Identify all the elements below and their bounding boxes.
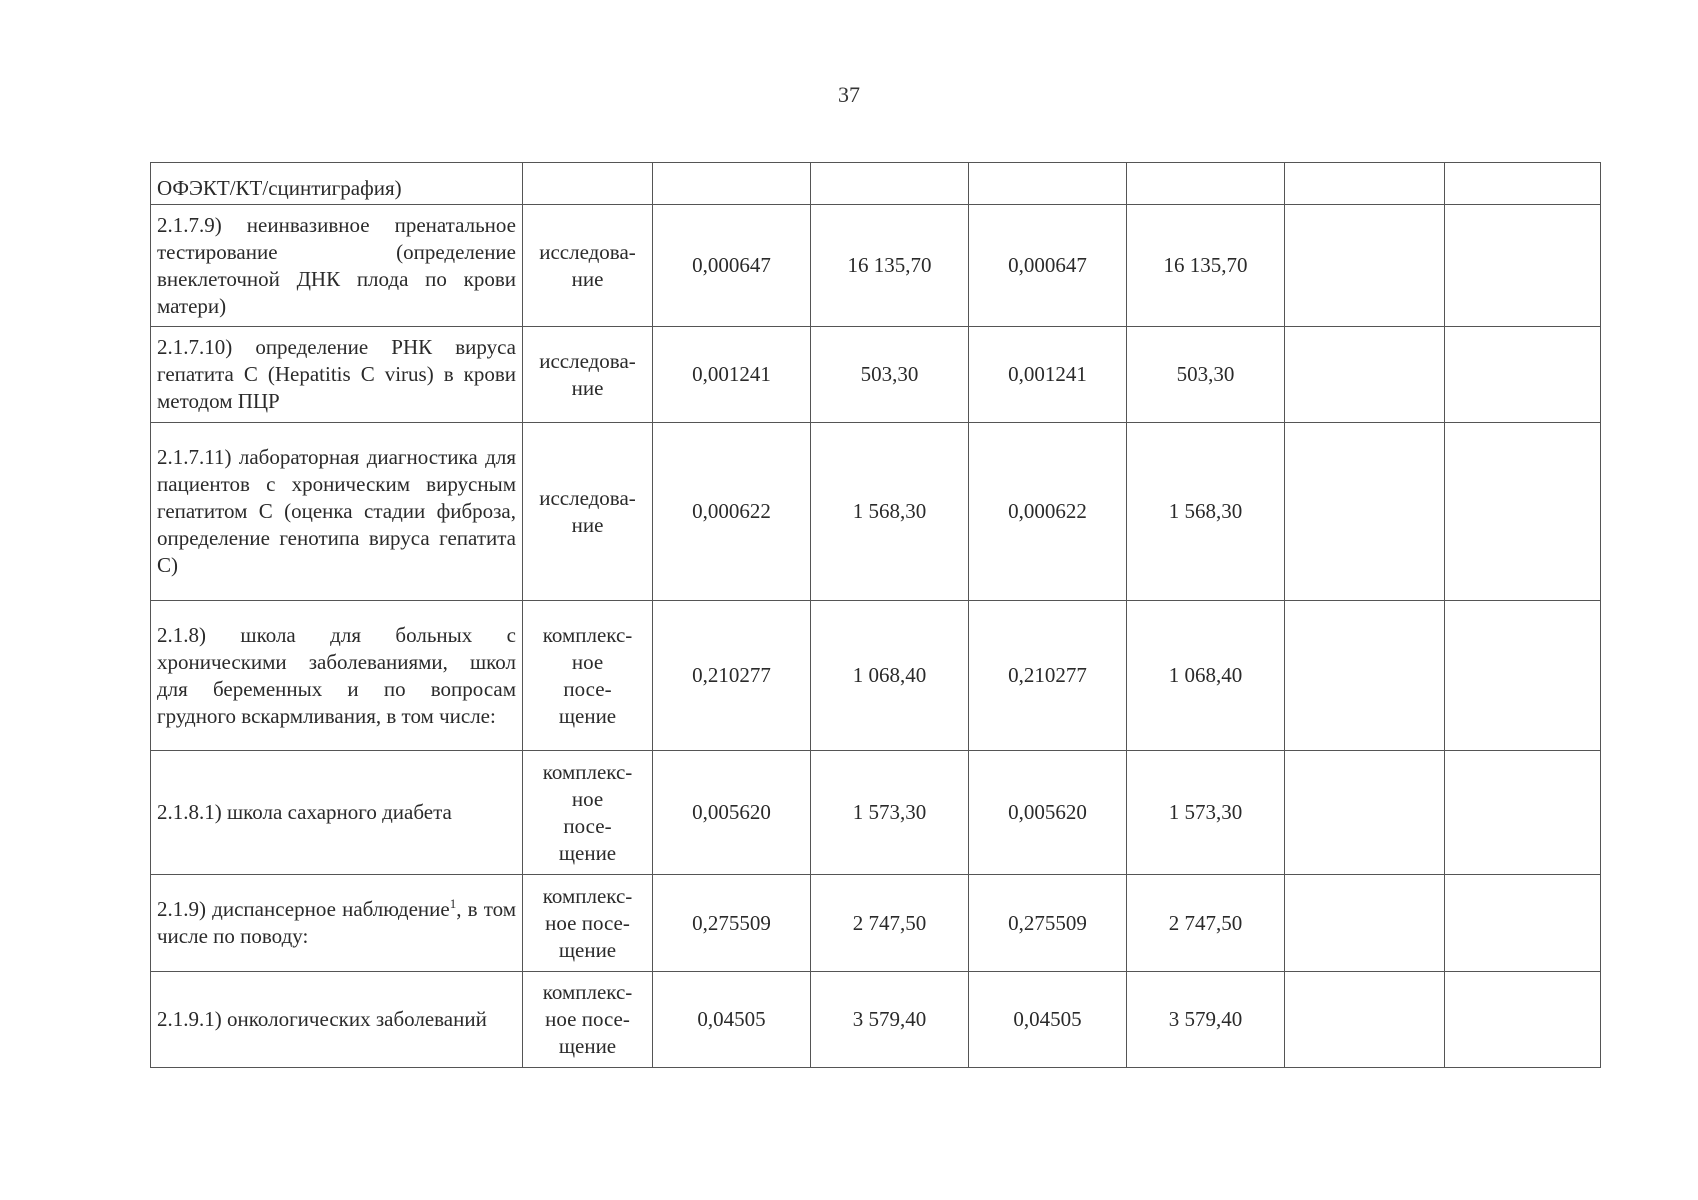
row-unit [523, 972, 653, 1068]
footnote-mark: 1 [449, 896, 457, 911]
row-empty-cell-1 [1285, 601, 1445, 751]
row-value-4: 1 568,30 [1127, 423, 1285, 601]
row-value-1 [653, 163, 811, 205]
row-value-2 [811, 163, 969, 205]
row-unit [523, 875, 653, 972]
unit-line: щение [558, 703, 617, 728]
row-value-2: 2 747,50 [811, 875, 969, 972]
row-value-4 [1127, 163, 1285, 205]
row-value-1: 0,04505 [653, 972, 811, 1068]
row-empty-cell-1 [1285, 751, 1445, 875]
description-text-continued: , в том числе по поводу: [157, 897, 516, 948]
rates-table [150, 162, 1601, 1068]
row-empty-cell-2 [1445, 423, 1601, 601]
unit-line: комплекс- [542, 883, 633, 908]
row-value-3: 0,005620 [969, 751, 1127, 875]
unit-line: комплекс- [542, 980, 633, 1004]
unit-line: ное посе- [545, 910, 630, 935]
unit-line: ное [571, 649, 604, 674]
page-number: 37 [838, 82, 860, 107]
unit-line: посе- [563, 676, 612, 701]
unit-line: комплекс- [542, 759, 633, 784]
row-unit [523, 163, 653, 205]
row-value-1: 0,005620 [653, 751, 811, 875]
row-value-3: 0,000647 [969, 205, 1127, 327]
unit-line: комплекс- [542, 622, 633, 647]
row-empty-cell-2 [1445, 972, 1601, 1068]
row-value-2: 1 573,30 [811, 751, 969, 875]
unit-line: ние [571, 512, 604, 537]
row-description: 2.1.7.10) определение РНК вируса гепатита С (Hepatitis C virus) в крови методом ПЦР [151, 327, 523, 423]
unit-line: ние [571, 375, 604, 400]
table-row [151, 601, 1601, 751]
row-value-3: 0,210277 [969, 601, 1127, 751]
row-value-1: 0,210277 [653, 601, 811, 751]
unit-line: ное посе- [545, 1007, 630, 1031]
row-empty-cell-1 [1285, 875, 1445, 972]
description-text: 2.1.9) диспансерное наблюдение [157, 897, 450, 921]
unit-line: посе- [563, 813, 612, 838]
row-value-3: 0,000622 [969, 423, 1127, 601]
row-unit [523, 423, 653, 601]
row-empty-cell-1 [1285, 423, 1445, 601]
table-row [151, 327, 1601, 423]
row-value-1: 0,000622 [653, 423, 811, 601]
row-value-3: 0,275509 [969, 875, 1127, 972]
row-unit [523, 751, 653, 875]
unit-line: щение [558, 937, 617, 962]
row-empty-cell-2 [1445, 601, 1601, 751]
row-empty-cell-1 [1285, 327, 1445, 423]
row-empty-cell-1 [1285, 205, 1445, 327]
row-value-2: 3 579,40 [811, 972, 969, 1068]
row-value-4: 2 747,50 [1127, 875, 1285, 972]
row-empty-cell-2 [1445, 163, 1601, 205]
unit-line: исследова- [539, 348, 636, 373]
row-description [151, 875, 523, 972]
row-empty-cell-2 [1445, 327, 1601, 423]
row-empty-cell-2 [1445, 751, 1601, 875]
row-description: 2.1.8.1) школа сахарного диабета [151, 751, 523, 875]
row-empty-cell-1 [1285, 163, 1445, 205]
row-empty-cell-2 [1445, 205, 1601, 327]
table-row [151, 423, 1601, 601]
row-description: 2.1.8) школа для больных с хроническими заболеваниями, школ для беременных и по вопросам грудного вскармливания, в том числе: [151, 601, 523, 751]
row-value-1: 0,275509 [653, 875, 811, 972]
row-value-4: 16 135,70 [1127, 205, 1285, 327]
row-value-2: 16 135,70 [811, 205, 969, 327]
row-value-4: 3 579,40 [1127, 972, 1285, 1068]
row-value-3 [969, 163, 1127, 205]
row-value-3: 0,04505 [969, 972, 1127, 1068]
unit-line: щение [558, 840, 617, 865]
table-row [151, 205, 1601, 327]
row-value-3: 0,001241 [969, 327, 1127, 423]
row-value-2: 503,30 [811, 327, 969, 423]
row-unit [523, 327, 653, 423]
row-value-4: 1 573,30 [1127, 751, 1285, 875]
table-row [151, 875, 1601, 972]
unit-line: ное [571, 786, 604, 811]
table-row [151, 972, 1601, 1068]
row-value-4: 1 068,40 [1127, 601, 1285, 751]
row-description: ОФЭКТ/КТ/сцинтиграфия) [151, 163, 523, 205]
table-row [151, 163, 1601, 205]
row-value-2: 1 568,30 [811, 423, 969, 601]
row-empty-cell-2 [1445, 875, 1601, 972]
row-empty-cell-1 [1285, 972, 1445, 1068]
row-value-1: 0,001241 [653, 327, 811, 423]
row-description: 2.1.9.1) онкологических заболеваний [151, 972, 523, 1068]
unit-line: исследова- [539, 485, 636, 510]
unit-line: ние [571, 266, 604, 291]
table-row [151, 751, 1601, 875]
row-unit [523, 601, 653, 751]
unit-line: щение [558, 1034, 617, 1058]
row-description: 2.1.7.11) лабораторная диагностика для пациентов с хроническим вирусным гепатитом С (оценка стадии фиброза, определение генотипа вируса гепатита С) [151, 423, 523, 601]
row-value-4: 503,30 [1127, 327, 1285, 423]
row-value-1: 0,000647 [653, 205, 811, 327]
row-description: 2.1.7.9) неинвазивное пренатальное тестирование (определение внеклеточной ДНК плода по крови матери) [151, 205, 523, 327]
row-unit [523, 205, 653, 327]
unit-line: исследова- [539, 239, 636, 264]
row-value-2: 1 068,40 [811, 601, 969, 751]
